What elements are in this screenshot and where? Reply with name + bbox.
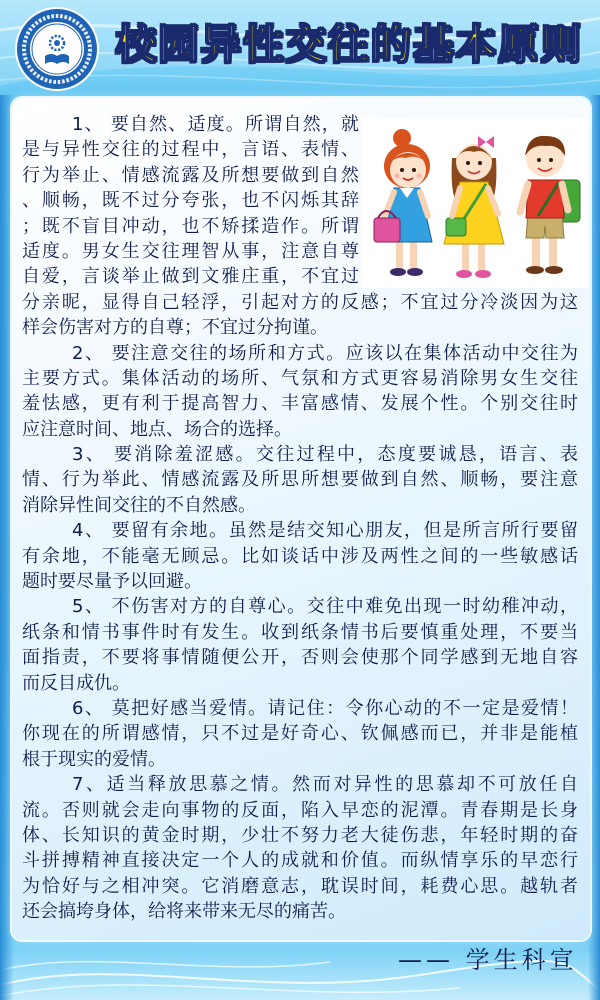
paragraph-6-line: 你现在的所谓感情，只不过是好奇心、钦佩感而已，并非是能植: [22, 723, 578, 745]
paragraph-4-line: 有余地，不能毫无顾忌。比如谈话中涉及两性之间的一些敏感话: [22, 545, 578, 567]
paragraph-2: [22, 341, 580, 443]
paragraph-1-line: 自爱，言谈举止做到文雅庄重，不宜过: [22, 266, 359, 288]
paragraph-7: [22, 772, 580, 924]
paragraph-3: [22, 442, 580, 518]
paragraph-1-line: 适度。男女生交往理智从事，注意自尊: [22, 240, 359, 262]
paragraph-7-line: 为恰好与之相冲突。它消磨意志，耽误时间，耗费心思。越轨者: [22, 875, 578, 897]
article-body: [22, 112, 580, 925]
paragraph-2-line: 主要方式。集体活动的场所、气氛和方式更容易消除男女生交往: [22, 367, 578, 389]
paragraph-4: [22, 518, 580, 594]
paragraph-5-line: 5、 不伤害对方的自尊心。交往中难免出现一时幼稚冲动，: [72, 596, 578, 618]
paragraph-3-line: 3、 要消除羞涩感。交往过程中，态度要诚恳，语言、表: [72, 444, 578, 466]
paragraph-1-line: 是与异性交往的过程中，言语、表情、: [22, 139, 359, 161]
paragraph-6-line: 6、 莫把好感当爱情。请记住：令你心动的不一定是爱情！: [72, 697, 578, 719]
paragraph-1-line: 行为举止、情感流露及所想要做到自然: [22, 164, 359, 186]
paragraph-3-line: 消除异性间交往的不自然感。: [22, 494, 256, 516]
paragraph-1-line: 样会伤害对方的自尊；不宜过分拘谨。: [22, 317, 328, 339]
paragraph-7-line: 流。否则就会走向事物的反面，陷入早恋的泥潭。青春期是长身: [22, 799, 578, 821]
paragraph-7-line: 体、长知识的黄金时期，少壮不努力老大徒伤悲，年轻时期的奋: [22, 824, 578, 846]
paragraph-2-line: 应注意时间、地点、场合的选择。: [22, 418, 292, 440]
paragraph-2-line: 羞怯感，更有利于提高智力、丰富感情、发展个性。个别交往时: [22, 393, 578, 415]
signature: —— 学生科宣: [398, 946, 578, 974]
paragraph-1: [22, 112, 580, 341]
paragraph-1-line: ；既不盲目冲动，也不矫揉造作。所谓: [22, 215, 359, 237]
paragraph-5-line: 面指责，不要将事情随便公开，否则会使那个同学感到无地自容: [22, 647, 578, 669]
paragraph-6-line: 根于现实的爱情。: [22, 748, 166, 770]
paragraph-4-line: 题时要尽量予以回避。: [22, 571, 202, 593]
paragraph-7-line: 还会搞垮身体，给将来带来无尽的痛苦。: [22, 901, 346, 923]
paragraph-6: [22, 696, 580, 772]
poster-title: 校园异性交往的基本原则: [116, 22, 584, 68]
paragraph-7-line: 斗拼搏精神直接决定一个人的成就和价值。而纵情享乐的早恋行: [22, 850, 578, 872]
paragraph-3-line: 情、行为举此、情感流露及所思所想要做到自然、顺畅，要注意: [22, 469, 578, 491]
paragraph-4-line: 4、 要留有余地。虽然是结交知心朋友，但是所言所行要留: [72, 520, 578, 542]
paragraph-1-line: 、顺畅，既不过分夸张，也不闪烁其辞: [22, 190, 359, 212]
paragraph-5: [22, 594, 580, 696]
school-logo: [14, 6, 100, 92]
paragraph-5-line: 而反目成仇。: [22, 672, 130, 694]
paragraph-5-line: 纸条和情书事件时有发生。收到纸条情书后要慎重处理，不要当: [22, 621, 578, 643]
content-panel: [12, 98, 590, 940]
paragraph-2-line: 2、 要注意交往的场所和方式。应该以在集体活动中交往为: [72, 342, 578, 364]
paragraph-1-line: 分亲昵，显得自己轻浮，引起对方的反感；不宜过分冷淡因为这: [22, 291, 578, 313]
paragraph-7-line: 7、适当释放思慕之情。然而对异性的思慕却不可放任自: [72, 774, 578, 796]
paragraph-1-line: 1、 要自然、适度。所谓自然，就: [72, 114, 359, 135]
